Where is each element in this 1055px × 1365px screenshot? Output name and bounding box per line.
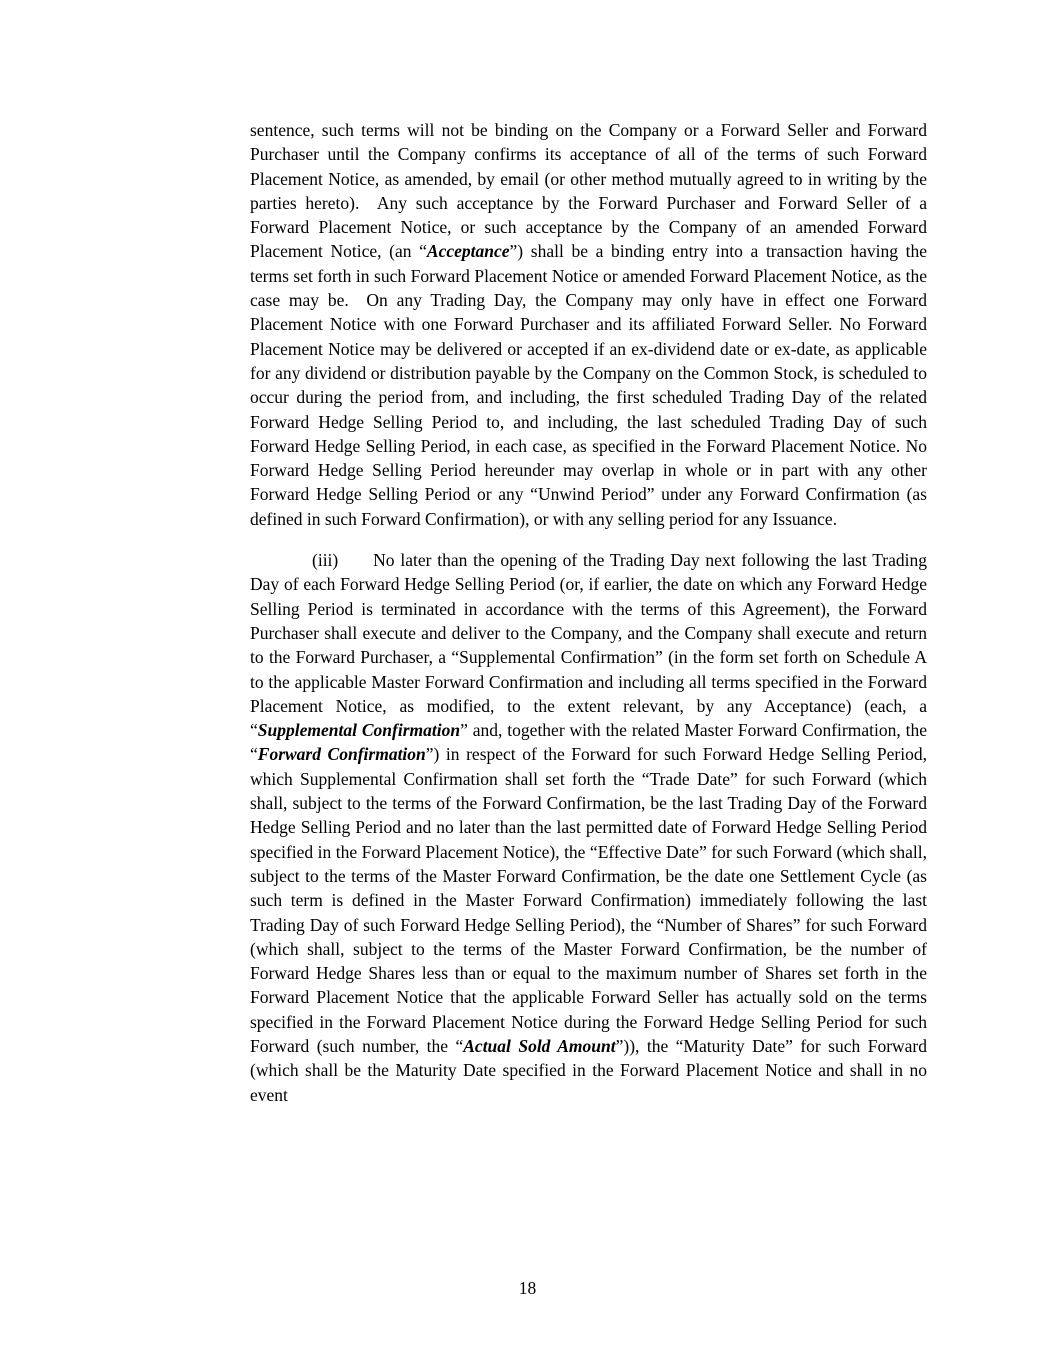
paragraph [250, 548, 927, 1107]
text-run: sentence, such terms will not be binding on the Company or a Forward Seller and Forward Purchaser until the Company confirms its acceptance of all of the terms of such Forward Placement Notice, as amended, by email (or other method mutually agreed to in writing by the parties hereto). Any such acceptance by the Forward Purchaser and Forward Seller of a Forward Placement Notice, or such acceptance by the Company of an amended Forward Placement Notice, (an “ [250, 120, 927, 262]
text-run: ”) in respect of the Forward for such Forward Hedge Selling Period, which Supplemental Confirmation shall set forth the “Trade Date” for such Forward (which shall, subject to the terms of the Forward Confirmation, be the last Trading Day of the Forward Hedge Selling Period and no later than the last permitted date of Forward Hedge Selling Period specified in the Forward Placement Notice), the “Effective Date” for such Forward (which shall, subject to the terms of the Master Forward Confirmation, be the date one Settlement Cycle (as such term is defined in the Master Forward Confirmation) immediately following the last Trading Day of such Forward Hedge Selling Period), the “Number of Shares” for such Forward (which shall, subject to the terms of the Master Forward Confirmation, be the number of Forward Hedge Shares less than or equal to the maximum number of Shares set forth in the Forward Placement Notice that the applicable Forward Seller has actually sold on the terms specified in the Forward Placement Notice during the Forward Hedge Selling Period for such Forward (such number, the “ [250, 744, 927, 1056]
document-body [250, 118, 927, 1124]
page-number: 18 [518, 1278, 537, 1298]
defined-term: Acceptance [426, 241, 510, 262]
text-run: (iii) No later than the opening of the Trading Day next following the last Trading Day of each Forward Hedge Selling Period (or, if earlier, the date on which any Forward Hedge Selling Period is terminated in accordance with the terms of this Agreement), the Forward Purchaser shall execute and deliver to the Company, and the Company shall execute and return to the Forward Purchaser, a “Supplemental Confirmation” (in the form set forth on Schedule A to the applicable Master Forward Confirmation and including all terms specified in the Forward Placement Notice, as modified, to the extent relevant, by any Acceptance) (each, a “ [250, 550, 927, 741]
text-run: ”)), the “Maturity Date” for such Forward (which shall be the Maturity Date specified in the Forward Placement Notice and shall in no event [250, 1035, 927, 1105]
defined-term: Supplemental Confirmation [257, 720, 461, 741]
defined-term: Actual Sold Amount [463, 1035, 616, 1056]
paragraph [250, 118, 927, 531]
text-run: ” and, together with the related Master Forward Confirmation, the “ [250, 720, 927, 765]
defined-term: Forward Confirmation [257, 744, 426, 765]
text-run: ”) shall be a binding entry into a transaction having the terms set forth in such Forward Placement Notice or amended Forward Placement Notice, as the case may be. On any Trading Day, the Company may only have in effect one Forward Placement Notice with one Forward Purchaser and its affiliated Forward Seller. No Forward Placement Notice may be delivered or accepted if an ex-dividend date or ex-date, as applicable for any dividend or distribution payable by the Company on the Common Stock, is scheduled to occur during the period from, and including, the first scheduled Trading Day of the related Forward Hedge Selling Period to, and including, the last scheduled Trading Day of such Forward Hedge Selling Period, in each case, as specified in the Forward Placement Notice. No Forward Hedge Selling Period hereunder may overlap in whole or in part with any other Forward Hedge Selling Period or any “Unwind Period” under any Forward Confirmation (as defined in such Forward Confirmation), or with any selling period for any Issuance. [250, 241, 927, 529]
